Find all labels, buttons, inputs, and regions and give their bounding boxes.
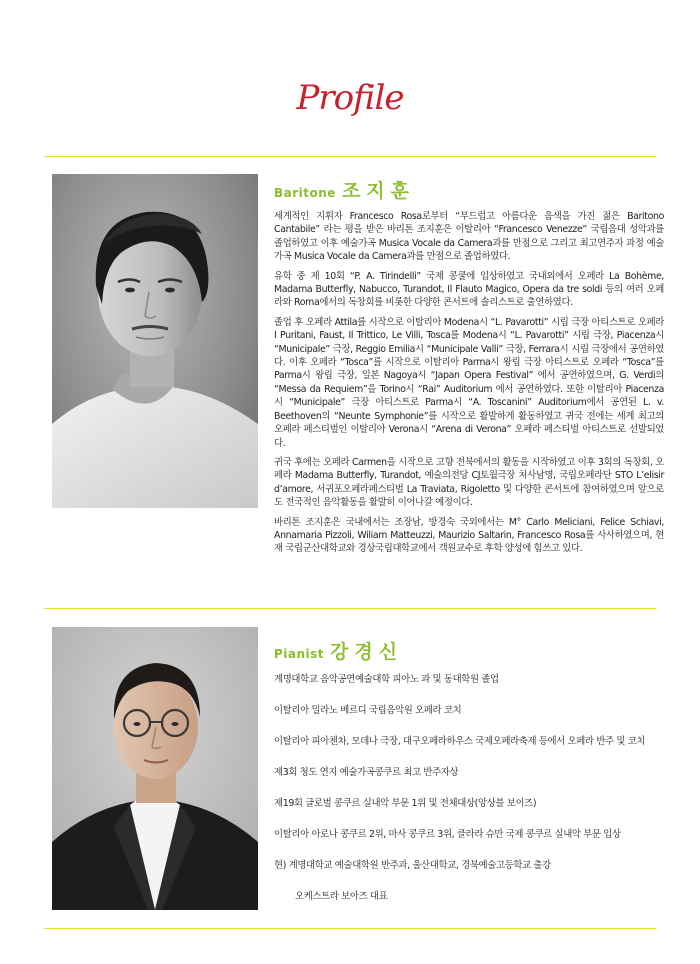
baritone-bio	[274, 210, 664, 562]
baritone-photo	[52, 174, 258, 508]
pianist-name: 강경신	[330, 641, 404, 663]
career-item: 현) 계명대학교 예술대학원 반주과, 울산대학교, 경북예술고등학교 출강	[274, 860, 551, 871]
divider-middle	[44, 608, 656, 609]
bio-paragraph: 유학 중 제 10회 “P. A. Tirindelli” 국제 콩쿨에 입상하였고 국내외에서 오페라 La Bohème, Madama Butterfly, Nabucco, Turandot, Il Flauto Magico, Opera da tre soldi 등의 여러 오페라와 Roma에서의 독창회를 비롯한 다양한 콘서트에 솔리스트로 출연하였다.	[274, 270, 664, 309]
pianist-photo	[52, 627, 258, 910]
bio-paragraph: 바리톤 조지훈은 국내에서는 조장남, 방경숙 국외에서는 M° Carlo Meliciani, Felice Schiavi, Annamaria Pizzoli, Wiliam Matteuzzi, Maurizio Saltarin, Francesco Rosa를 사사하였으며, 현재 국립군산대학교와 경상국립대학교에서 객원교수로 후학 양성에 힘쓰고 있다.	[274, 516, 664, 555]
career-item: 이탈리아 아로나 콩쿠르 2위, 마사 콩쿠르 3위, 클라라 슈만 국제 콩쿠르 실내악 부문 입상	[274, 829, 621, 840]
pianist-heading	[274, 637, 403, 664]
career-item: 이탈리아 피아첸차, 모데나 극장, 대구오페라하우스 국제오페라축제 등에서 오페라 반주 및 코치	[274, 736, 646, 747]
career-item: 제19회 글로벌 콩쿠르 실내악 부문 1위 및 전체대상(앙상블 보이즈)	[274, 798, 537, 809]
baritone-heading	[274, 176, 415, 203]
divider-top	[44, 156, 656, 157]
career-item: 계명대학교 음악공연예술대학 피아노 과 및 동대학원 졸업	[274, 674, 499, 685]
bio-paragraph: 졸업 후 오페라 Attila를 시작으로 이탈리아 Modena시 “L. Pavarotti” 시립 극장 아티스트로 오페라 I Puritani, Faust, Il Trittico, Le Villi, Tosca를 Modena시 “L. Pavarotti” 시립 극장, Piacenza시 “Municipale” 극장, Reggio Emilia시 “Municipale Valli” 극장, Ferrara시 시립 극장에서 공연하였다. 이후 오페라 “Tosca”를 시작으로 이탈리아 Parma시 왕립 극장 아티스트로 오페라 “Tosca”를 Parma시 왕립 극장, 일본 Nagoya시 “Japan Opera Festival” 에서 공연하였으며, G. Verdi의 “Messa da Requiem”을 Torino시 “Rai” Auditorium 에서 공연하였다. 또한 이탈리아 Piacenza시 “Municipale” 극장 아티스트로 Parma시 “A. Toscanini” Auditorium에서 공연된 L. v. Beethoven의 “Neunte Symphonie”를 시작으로 활발하게 활동하였고 귀국 전에는 세계 최고의 오페라 페스티벌인 이탈리아 Verona시 “Arena di Verona” 오페라 페스티벌 아티스트로 선발되었다.	[274, 316, 664, 449]
bio-paragraph: 귀국 후에는 오페라 Carmen을 시작으로 고향 전북에서의 활동을 시작하였고 이후 3회의 독창회, 오페라 Madama Butterfly, Turandot, 예술의전당 CJ토월극장 처사남명, 국립오페라단 STO L’elisir d’amore, 서귀포오페라페스티벌 La Traviata, Rigoletto 및 다양한 콘서트에 참여하였으며 앞으로도 전국적인 음악활동을 활발히 이어나갈 예정이다.	[274, 456, 664, 509]
baritone-role-label: Baritone	[274, 186, 336, 200]
divider-bottom	[44, 928, 656, 929]
bio-paragraph: 세계적인 지휘자 Francesco Rosa로부터 “부드럽고 아름다운 음색을 가진 젊은 Baritono Cantabile” 라는 평을 받은 바리톤 조지훈은 이탈리아 “Francesco Venezze” 국립음대 성악과를 졸업하였고 이후 예술가곡 Musica Vocale da Camera과를 만점으로 그리고 최고연주자 과정 예술가곡 Musica Vocale da Camera과를 만점으로 졸업하였다.	[274, 211, 664, 263]
career-item: 오케스트라 보아즈 대표	[295, 891, 388, 902]
career-item: 이탈리아 밀라노 베르디 국립음악원 오페라 코치	[274, 705, 462, 716]
pianist-role-label: Pianist	[274, 647, 325, 661]
page-title: Profile	[296, 78, 404, 118]
baritone-name: 조지훈	[341, 180, 415, 202]
pianist-career-list	[274, 673, 674, 921]
career-item: 제3회 청도 연지 예술가곡콩쿠르 최고 반주자상	[274, 767, 459, 778]
